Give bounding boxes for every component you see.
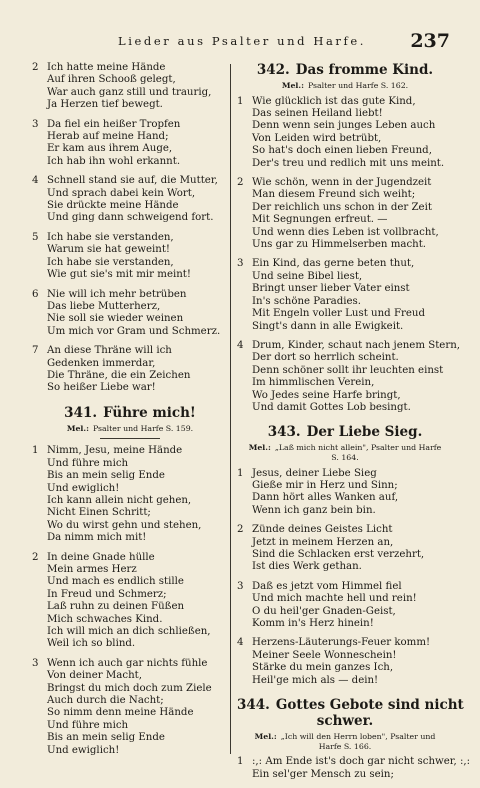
- verse-line: Herzens-Läuterungs-Feuer komm!: [252, 637, 431, 649]
- verse-line: Bringt unser lieber Vater einst: [252, 283, 410, 295]
- stanza-lines: [252, 177, 453, 251]
- stanza-lines: [47, 175, 228, 225]
- stanza-lines: [252, 581, 453, 631]
- running-title: Lieder aus Psalter und Harfe.: [118, 34, 367, 48]
- verse-line: Und sprach dabei kein Wort,: [47, 187, 196, 199]
- melody-label: Mel.:: [281, 81, 304, 90]
- verse-line: Im himmlischen Verein,: [252, 377, 375, 389]
- melody-reference: [237, 443, 453, 462]
- stanza: [32, 445, 228, 544]
- verse-line: Zünde deines Geistes Licht: [252, 524, 393, 536]
- verse-line: Singt's dann in alle Ewigkeit.: [252, 320, 404, 332]
- verse-line: Wie schön, wenn in der Jugendzeit: [252, 177, 432, 189]
- verse-line: Ein sel'ger Mensch zu sein;: [252, 768, 394, 780]
- stanza-lines: [252, 756, 470, 781]
- verse-line: Dann hört alles Wanken auf,: [252, 492, 399, 504]
- stanza-lines: [252, 96, 453, 170]
- hymn-title-text: Das fromme Kind.: [295, 62, 434, 78]
- stanza-lines: [252, 468, 453, 518]
- stanza: [32, 552, 228, 651]
- hymn-number: 344.: [237, 697, 270, 714]
- stanza-number: 1: [237, 467, 244, 479]
- verse-line: Ich habe sie verstanden,: [47, 231, 174, 243]
- verse-line: Wie gut sie's mit mir meint!: [47, 269, 191, 281]
- stanza-number: 6: [32, 288, 39, 300]
- verse-line: Wenn ich ganz bein bin.: [252, 504, 376, 516]
- verse-line: Nie soll sie wieder weinen: [47, 313, 184, 325]
- stanza-lines: [252, 637, 453, 687]
- verse-line: Denn schöner sollt ihr leuchten einst: [252, 364, 444, 376]
- verse-line: Uns gar zu Himmelserben macht.: [252, 239, 427, 251]
- verse-line: Laß ruhn zu deinen Füßen: [47, 601, 185, 613]
- melody-text: Harfe S. 166.: [318, 741, 372, 751]
- verse-line: Daß es jetzt vom Himmel fiel: [252, 580, 402, 592]
- stanza: [237, 581, 453, 631]
- stanza-number: 7: [32, 345, 39, 357]
- stanza-number: 2: [32, 551, 39, 563]
- verse-line: Da nimm mich mit!: [47, 532, 147, 544]
- hymn-number: 342.: [256, 62, 290, 78]
- verse-line: Und ewiglich!: [47, 482, 120, 494]
- stanza: [237, 96, 453, 170]
- verse-line: Die Thräne, die ein Zeichen: [47, 369, 191, 381]
- stanza-number: 4: [237, 637, 244, 649]
- stanza: [237, 756, 471, 781]
- hymn-title: [237, 697, 464, 730]
- verse-line: Das liebe Mutterherz,: [47, 300, 161, 312]
- stanza-number: 5: [32, 231, 39, 243]
- left-column: [32, 62, 228, 764]
- verse-line: Nicht Einen Schritt;: [47, 507, 151, 519]
- verse-line: Ich will mich an dich schließen,: [47, 626, 211, 638]
- melody-reference: [237, 81, 453, 91]
- hymn-title-text: Gottes Gebote sind nicht: [275, 697, 464, 714]
- verse-line: War auch ganz still und traurig,: [47, 86, 212, 98]
- stanza: [32, 658, 228, 757]
- verse-line: Drum, Kinder, schaut nach jenem Stern,: [252, 339, 460, 351]
- verse-line: Das seinen Heiland liebt!: [252, 108, 383, 119]
- verse-line: In's schöne Paradies.: [252, 295, 361, 307]
- verse-line: Ich hab ihn wohl erkannt.: [47, 155, 181, 167]
- verse-line: Und mich machte hell und rein!: [252, 593, 417, 605]
- melody-text: „Laß mich nicht allein", Psalter und Harfe: [274, 443, 442, 453]
- right-column: [237, 62, 471, 788]
- verse-line: Ich hatte meine Hände: [47, 62, 166, 73]
- verse-line: Wie glücklich ist das gute Kind,: [252, 95, 416, 107]
- melody-text: „Ich will den Herrn loben", Psalter und: [280, 732, 436, 742]
- verse-line: Mich schwaches Kind.: [47, 613, 163, 625]
- melody-text: S. 164.: [331, 452, 359, 462]
- verse-line: Der reichlich uns schon in der Zeit: [252, 201, 432, 213]
- verse-line: Und seine Bibel liest,: [252, 270, 363, 282]
- stanza-number: 4: [237, 339, 244, 351]
- verse-line: Um mich vor Gram und Schmerz.: [47, 325, 221, 337]
- hymn-number: 341.: [64, 404, 98, 421]
- verse-line: Ich habe sie verstanden,: [47, 256, 174, 268]
- melody-text: Psalter und Harfe S. 162.: [307, 81, 409, 90]
- verse-line: Gedenken immerdar,: [47, 357, 156, 369]
- stanza-number: 2: [237, 177, 244, 189]
- stanza: [237, 637, 453, 687]
- stanza: [237, 339, 460, 414]
- column-divider: [230, 64, 231, 754]
- stanza-lines: [47, 658, 228, 757]
- stanza-lines: [47, 62, 228, 112]
- verse-line: Bis an mein selig Ende: [47, 732, 165, 744]
- verse-line: Meiner Seele Wonneschein!: [252, 649, 397, 661]
- verse-line: Gieße mir in Herz und Sinn;: [252, 479, 398, 491]
- verse-line: So hat's doch einen lieben Freund,: [252, 145, 432, 157]
- stanza-lines: [47, 345, 228, 395]
- verse-line: Der dort so herrlich scheint.: [252, 352, 399, 364]
- stanza-lines: [252, 258, 453, 332]
- hymn-number: 343.: [267, 424, 301, 441]
- hymn-title: [237, 424, 453, 440]
- verse-line: In deine Gnade hülle: [47, 551, 155, 563]
- verse-line: Mit Engeln voller Lust und Freud: [252, 308, 425, 320]
- verse-line: Ich kann allein nicht gehen,: [47, 494, 192, 506]
- stanza-number: 1: [32, 445, 39, 457]
- melody-reference: [32, 424, 228, 434]
- verse-line: Jesus, deiner Liebe Sieg: [252, 467, 377, 479]
- verse-line: Er kam aus ihrem Auge,: [47, 143, 173, 155]
- verse-line: Ja Herzen tief bewegt.: [47, 99, 163, 111]
- verse-line: Und wenn dies Leben ist vollbracht,: [252, 226, 439, 238]
- verse-line: Mit Segnungen erfreut. —: [252, 214, 388, 226]
- verse-line: Ist dies Werk gethan.: [252, 561, 362, 573]
- verse-line: Schnell stand sie auf, die Mutter,: [47, 175, 218, 187]
- stanza-lines: [47, 445, 228, 544]
- melody-reference: [237, 732, 453, 751]
- verse-line: Stärke du mein ganzes Ich,: [252, 662, 394, 674]
- stanza-number: 2: [237, 524, 244, 536]
- verse-line: So nimm denn meine Hände: [47, 707, 194, 719]
- verse-line: So heißer Liebe war!: [47, 382, 156, 394]
- verse-line: Bis an mein selig Ende: [47, 470, 165, 482]
- verse-line: Wo Jedes seine Harfe bringt,: [252, 389, 401, 401]
- stanza-lines: [252, 340, 460, 414]
- verse-line: Man diesem Freund sich weiht;: [252, 189, 416, 201]
- stanza-lines: [47, 119, 228, 169]
- verse-line: Und ging dann schweigend fort.: [47, 212, 214, 224]
- verse-line: Und ewiglich!: [47, 744, 120, 756]
- verse-line: Der's treu und redlich mit uns meint.: [252, 157, 445, 169]
- verse-line: O du heil'ger Gnaden-Geist,: [252, 605, 396, 617]
- hymn-title: [32, 405, 228, 421]
- stanza-number: 3: [32, 118, 39, 130]
- verse-line: Wo du wirst gehn und stehen,: [47, 519, 202, 531]
- stanza: [32, 345, 228, 395]
- stanza-lines: [47, 232, 228, 282]
- stanza: [237, 258, 453, 332]
- verse-line: Weil ich so blind.: [47, 638, 136, 650]
- verse-line: Nie will ich mehr betrüben: [47, 288, 187, 300]
- stanza: [32, 119, 228, 169]
- page-number: 237: [410, 30, 450, 52]
- hymn-title-text: schwer.: [316, 713, 374, 730]
- stanza: [32, 232, 228, 282]
- verse-line: Herab auf meine Hand;: [47, 131, 169, 143]
- melody-text: Psalter und Harfe S. 159.: [92, 423, 194, 433]
- stanza: [237, 524, 453, 574]
- verse-line: Von Leiden wird betrübt,: [252, 132, 382, 144]
- stanza-number: 1: [237, 756, 244, 768]
- verse-line: Mein armes Herz: [47, 564, 137, 575]
- verse-line: Denn wenn sein junges Leben auch: [252, 120, 436, 132]
- hymn-title-text: Führe mich!: [103, 404, 196, 421]
- verse-line: Ein Kind, das gerne beten thut,: [252, 258, 415, 270]
- verse-line: In Freud und Schmerz;: [47, 588, 167, 600]
- verse-line: Und führe mich: [47, 457, 129, 469]
- verse-line: Und damit Gottes Lob besingt.: [252, 401, 411, 413]
- melody-label: Mel.:: [248, 443, 271, 453]
- verse-line: Auf ihren Schooß gelegt,: [47, 74, 176, 86]
- verse-line: Jetzt in meinem Herzen an,: [252, 536, 394, 548]
- verse-line: An diese Thräne will ich: [47, 345, 172, 357]
- verse-line: Warum sie hat geweint!: [47, 244, 171, 256]
- stanza-lines: [252, 524, 453, 574]
- hymn-title-text: Der Liebe Sieg.: [306, 424, 423, 441]
- hymn-title: [237, 62, 453, 78]
- page-header: [0, 30, 480, 56]
- stanza-number: 2: [32, 62, 39, 73]
- melody-label: Mel.:: [254, 732, 277, 742]
- stanza: [237, 468, 453, 518]
- stanza: [32, 175, 228, 225]
- stanza-lines: [47, 289, 228, 339]
- verse-line: :,: Am Ende ist's doch gar nicht schwer, :,:: [252, 756, 471, 768]
- verse-line: Von deiner Macht,: [47, 670, 142, 682]
- verse-line: Da fiel ein heißer Tropfen: [47, 118, 181, 130]
- verse-line: Nimm, Jesu, meine Hände: [47, 445, 183, 457]
- stanza: [237, 177, 453, 251]
- verse-line: Komm in's Herz hinein!: [252, 618, 374, 629]
- verse-line: Auch durch die Nacht;: [47, 695, 164, 707]
- stanza: [32, 62, 228, 112]
- melody-label: Mel.:: [66, 423, 89, 433]
- verse-line: Und führe mich: [47, 719, 129, 731]
- verse-line: Wenn ich auch gar nichts fühle: [47, 657, 208, 669]
- stanza: [32, 289, 228, 339]
- verse-line: Bringst du mich doch zum Ziele: [47, 682, 212, 694]
- stanza-number: 1: [237, 95, 244, 107]
- stanza-number: 3: [32, 657, 39, 669]
- stanza-lines: [47, 552, 228, 651]
- verse-line: Heil'ge mich als — dein!: [252, 674, 379, 686]
- verse-line: Und mach es endlich stille: [47, 576, 184, 588]
- verse-line: Sind die Schlacken erst verzehrt,: [252, 548, 425, 560]
- stanza-number: 3: [237, 258, 244, 270]
- verse-line: Sie drückte meine Hände: [47, 200, 179, 212]
- stanza-number: 4: [32, 175, 39, 187]
- stanza-number: 3: [237, 580, 244, 592]
